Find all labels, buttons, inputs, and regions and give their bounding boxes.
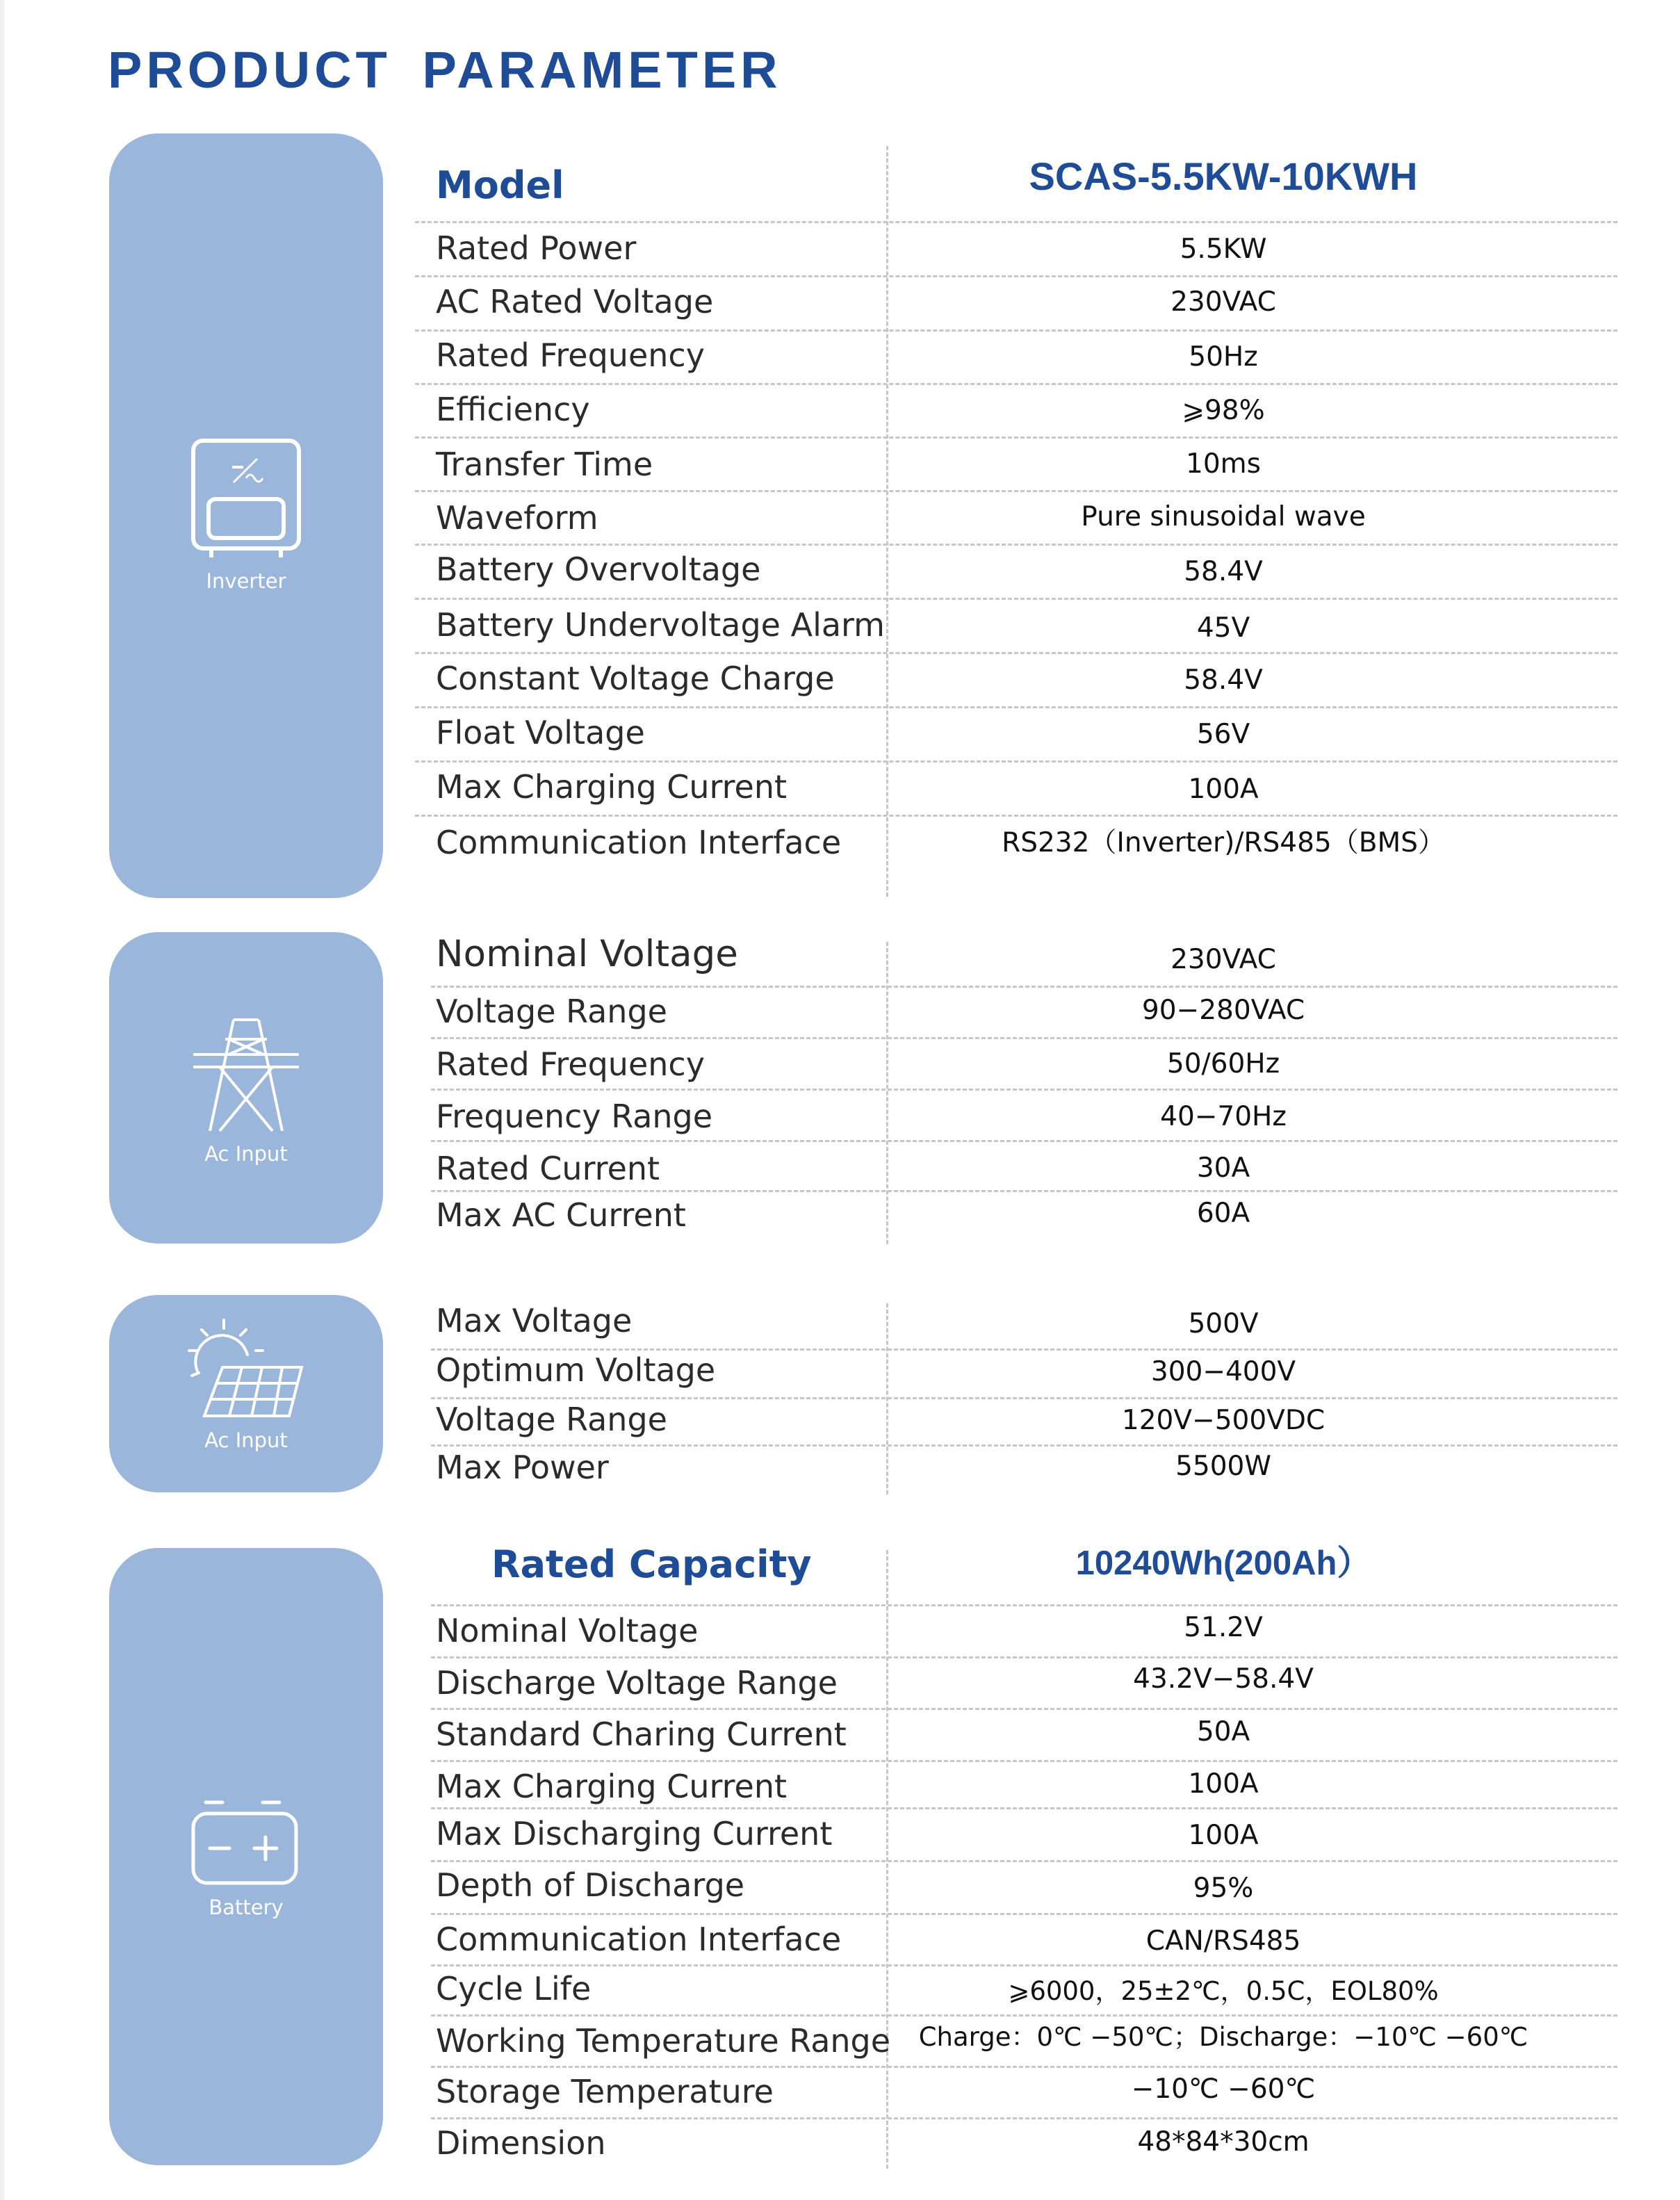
row-divider — [415, 437, 1617, 439]
row-value: 100A — [1188, 774, 1259, 805]
row-value: 48*84*30cm — [1137, 2126, 1310, 2158]
row-divider — [415, 760, 1617, 763]
row-value: 50A — [1196, 1716, 1250, 1747]
row-label: Discharge Voltage Range — [436, 1664, 838, 1702]
row-value: 10ms — [1186, 448, 1261, 480]
row-divider — [415, 815, 1617, 817]
row-value: 95% — [1193, 1873, 1254, 1904]
row-value: Charge：0℃ −50℃；Discharge：−10℃ −60℃ — [918, 2022, 1528, 2052]
row-value: 30A — [1196, 1152, 1250, 1184]
row-label: Rated Power — [436, 229, 637, 267]
row-divider — [431, 2117, 1617, 2119]
row-divider — [431, 1760, 1617, 1762]
row-divider — [431, 986, 1617, 988]
row-value: 5500W — [1175, 1451, 1271, 1482]
row-label: Depth of Discharge — [436, 1866, 745, 1904]
row-label: Max Power — [436, 1449, 609, 1486]
inverter-panel — [109, 133, 383, 898]
page-edge — [0, 0, 4, 2200]
row-label: Storage Temperature — [436, 2073, 774, 2110]
row-label: Voltage Range — [436, 1401, 667, 1438]
row-divider — [431, 2066, 1617, 2068]
row-value: 100A — [1188, 1768, 1259, 1800]
row-label: Model — [436, 163, 564, 207]
row-label: AC Rated Voltage — [436, 283, 714, 320]
row-divider — [431, 1913, 1617, 1915]
row-divider — [415, 221, 1617, 223]
battery-panel — [109, 1548, 383, 2165]
row-divider — [431, 1190, 1617, 1192]
row-value: 45V — [1196, 612, 1250, 644]
row-label: Float Voltage — [436, 714, 645, 751]
column-divider — [886, 1550, 888, 2169]
row-divider — [431, 1140, 1617, 1142]
row-label: Max Voltage — [436, 1302, 633, 1339]
row-label: Max Discharging Current — [436, 1815, 833, 1852]
row-label: Max AC Current — [436, 1196, 686, 1234]
row-divider — [431, 1604, 1617, 1606]
row-value: Pure sinusoidal wave — [1081, 501, 1366, 532]
row-label: Efficiency — [436, 391, 590, 428]
row-value: 100A — [1188, 1820, 1259, 1851]
row-value: −10℃ −60℃ — [1131, 2073, 1316, 2105]
rated-capacity-value: 10240Wh(200Ah） — [1075, 1545, 1371, 1582]
row-label: Max Charging Current — [436, 768, 788, 806]
row-label: Nominal Voltage — [436, 1612, 699, 1649]
row-divider — [431, 1397, 1617, 1399]
row-label: Waveform — [436, 499, 598, 537]
row-value: 51.2V — [1184, 1612, 1263, 1643]
row-value: 90−280VAC — [1141, 995, 1305, 1026]
row-label: Voltage Range — [436, 993, 667, 1030]
row-value: 230VAC — [1171, 944, 1276, 975]
page-title: PRODUCT PARAMETER — [108, 41, 782, 99]
row-value: 5.5KW — [1180, 234, 1267, 265]
row-value: ⩾6000，25±2℃，0.5C，EOL80% — [1008, 1976, 1439, 2006]
panel-label: Inverter — [206, 569, 286, 593]
row-divider — [415, 598, 1617, 600]
row-value: 50Hz — [1189, 341, 1258, 373]
row-label: Battery Undervoltage Alarm — [436, 606, 885, 644]
inverter-icon — [190, 438, 302, 560]
row-divider — [431, 2014, 1617, 2016]
row-label: Working Temperature Range — [436, 2022, 891, 2060]
transmission-tower-icon — [190, 1014, 302, 1132]
row-label: Transfer Time — [436, 446, 653, 483]
row-label: Constant Voltage Charge — [436, 660, 835, 697]
ac-input-panel — [109, 932, 383, 1244]
row-divider — [431, 1860, 1617, 1862]
row-label: Communication Interface — [436, 1921, 842, 1958]
row-value: CAN/RS485 — [1145, 1925, 1301, 1957]
row-label: Nominal Voltage — [436, 933, 738, 975]
row-value: RS232（Inverter)/RS485（BMS） — [1002, 827, 1445, 858]
row-value: 60A — [1196, 1198, 1250, 1229]
row-label: Rated Frequency — [436, 336, 705, 374]
row-divider — [415, 652, 1617, 654]
row-value: 40−70Hz — [1160, 1101, 1287, 1132]
row-value: 56V — [1196, 719, 1250, 750]
row-value: 50/60Hz — [1166, 1048, 1280, 1079]
row-value: 43.2V−58.4V — [1133, 1663, 1314, 1695]
row-label: Rated Current — [436, 1150, 660, 1187]
row-label: Communication Interface — [436, 824, 842, 861]
row-label: Rated Capacity — [491, 1542, 812, 1586]
row-label: Max Charging Current — [436, 1768, 788, 1805]
row-value: 230VAC — [1171, 286, 1276, 318]
model-value: SCAS-5.5KW-10KWH — [1029, 154, 1418, 198]
row-label: Dimension — [436, 2124, 606, 2162]
row-value: 58.4V — [1184, 556, 1263, 587]
panel-label: Ac Input — [204, 1428, 288, 1452]
row-label: Standard Charing Current — [436, 1716, 847, 1753]
row-value: 120V−500VDC — [1121, 1405, 1326, 1436]
panel-label: Ac Input — [204, 1142, 288, 1166]
row-divider — [431, 1348, 1617, 1351]
row-value: 300−400V — [1150, 1356, 1296, 1387]
row-divider — [431, 1656, 1617, 1659]
pv-input-panel — [109, 1295, 383, 1492]
row-label: Optimum Voltage — [436, 1351, 716, 1389]
panel-label: Battery — [209, 1896, 284, 1919]
row-value: ⩾98% — [1182, 395, 1265, 426]
row-value: 58.4V — [1184, 665, 1263, 696]
row-value: 500V — [1188, 1308, 1259, 1339]
row-divider — [431, 1964, 1617, 1966]
column-divider — [886, 146, 888, 897]
row-label: Frequency Range — [436, 1098, 713, 1135]
row-label: Battery Overvoltage — [436, 551, 761, 588]
row-divider — [415, 383, 1617, 385]
row-divider — [431, 1444, 1617, 1447]
row-divider — [415, 706, 1617, 708]
row-divider — [415, 490, 1617, 492]
row-label: Cycle Life — [436, 1970, 592, 2007]
row-divider — [431, 1708, 1617, 1710]
row-divider — [431, 1807, 1617, 1809]
battery-icon — [190, 1797, 302, 1887]
row-divider — [415, 329, 1617, 332]
row-divider — [431, 1037, 1617, 1039]
row-divider — [415, 544, 1617, 546]
row-divider — [431, 1089, 1617, 1091]
row-divider — [415, 275, 1617, 277]
solar-panel-icon — [184, 1317, 309, 1421]
row-label: Rated Frequency — [436, 1045, 705, 1083]
